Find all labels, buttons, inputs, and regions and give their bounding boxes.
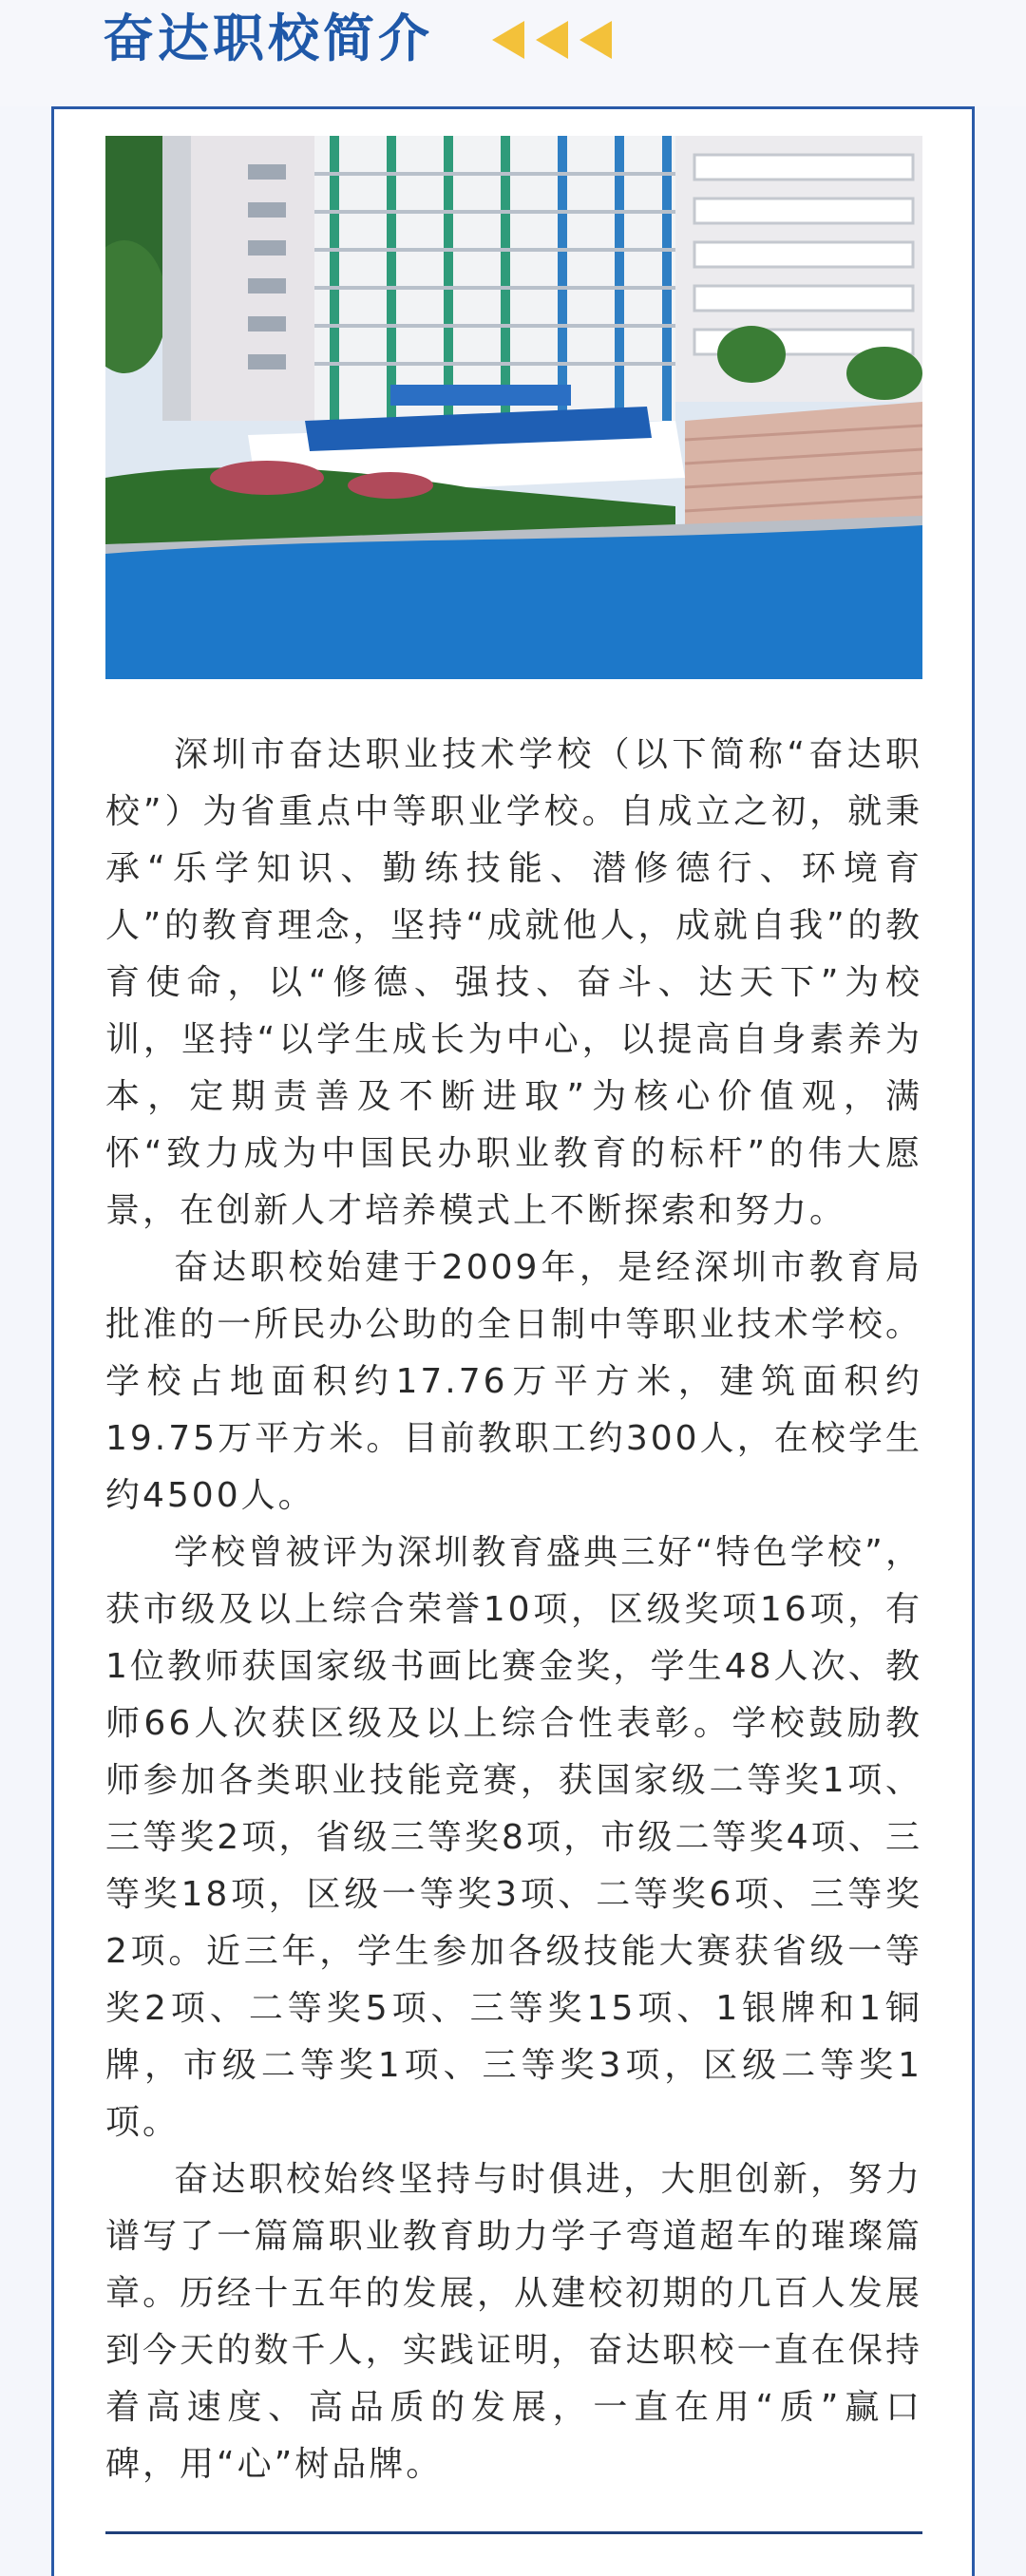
school-building-icon (105, 136, 922, 679)
intro-text (105, 727, 922, 2493)
paragraph-3: 学校曾被评为深圳教育盛典三好“特色学校”，获市级及以上综合荣誉10项，区级奖项16项，有1位教师获国家级书画比赛金奖，学生48人次、教师66人次获区级及以上综合性表彰。学校鼓励教师参加各类职业技能竞赛，获国家级二等奖1项、三等奖2项，省级三等奖8项，市级二等奖4项、三等奖18项，区级一等奖3项、二等奖6项、三等奖2项。近三年，学生参加各级技能大赛获省级一等奖2项、二等奖5项、三等奖15项、1银牌和1铜牌，市级二等奖1项、三等奖3项，区级二等奖1项。 (105, 1533, 922, 2142)
arrow-left-icon (536, 21, 568, 59)
intro-card (51, 106, 975, 2576)
arrow-left-icon (492, 21, 524, 59)
page-header (0, 0, 1026, 106)
paragraph-2: 奋达职校始建于2009年，是经深圳市教育局批准的一所民办公助的全日制中等职业技术学校。学校占地面积约17.76万平方米，建筑面积约19.75万平方米。目前教职工约300人，在校学生约4500人。 (105, 1248, 922, 1515)
paragraph-4: 奋达职校始终坚持与时俱进，大胆创新，努力谱写了一篇篇职业教育助力学子弯道超车的璀璨篇章。历经十五年的发展，从建校初期的几百人发展到今天的数千人，实践证明，奋达职校一直在保持着高速度、高品质的发展，一直在用“质”赢口碑，用“心”树品牌。 (105, 2160, 922, 2484)
paragraph-1: 深圳市奋达职业技术学校（以下简称“奋达职校”）为省重点中等职业学校。自成立之初，就秉承“乐学知识、勤练技能、潜修德行、环境育人”的教育理念，坚持“成就他人，成就自我”的教育使命，以“修德、强技、奋斗、达天下”为校训，坚持“以学生成长为中心，以提高自身素养为本，定期责善及不断进取”为核心价值观，满怀“致力成为中国民办职业教育的标杆”的伟大愿景，在创新人才培养模式上不断探索和努力。 (105, 735, 922, 1230)
bottom-divider (105, 2531, 922, 2534)
school-photo (105, 136, 922, 679)
page-title: 奋达职校简介 (103, 9, 433, 68)
arrow-left-icon (580, 21, 612, 59)
decorative-arrows (492, 21, 612, 63)
